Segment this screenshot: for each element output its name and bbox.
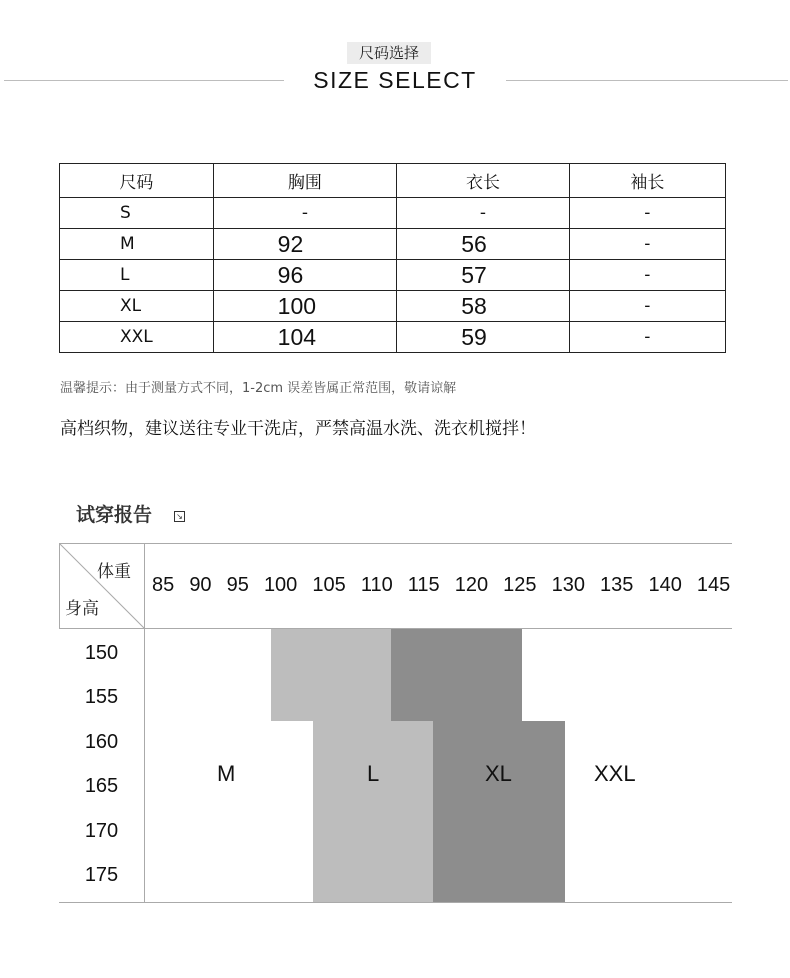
chest-cell: - — [213, 198, 397, 229]
height-tick: 150 — [84, 642, 119, 664]
sleeve-cell: - — [569, 322, 725, 353]
weight-axis-label: 体重 — [97, 562, 131, 582]
zone-label-xl: XL — [485, 761, 512, 786]
chest-cell: 100 — [213, 291, 397, 322]
table-row — [60, 322, 726, 353]
table-header-row — [60, 164, 726, 198]
chest-cell: 92 — [213, 229, 397, 260]
weight-tick: 100 — [263, 574, 298, 596]
height-tick: 175 — [84, 864, 119, 886]
xl-zone-block-upper — [391, 629, 522, 721]
size-table — [59, 163, 726, 353]
length-cell: 59 — [397, 322, 570, 353]
table-row — [60, 198, 726, 229]
report-title: 试穿报告 — [76, 504, 153, 526]
table-row — [60, 229, 726, 260]
size-cell: M — [60, 229, 214, 260]
xl-zone-block-lower — [433, 721, 565, 902]
care-instructions: 高档织物，建议送往专业干洗店，严禁高温水洗、洗衣机搅拌！ — [60, 419, 536, 439]
height-axis-label: 身高 — [65, 599, 99, 619]
chest-cell: 104 — [213, 322, 397, 353]
weight-tick: 90 — [189, 574, 212, 596]
column-header-size: 尺码 — [60, 164, 214, 198]
size-cell: XXL — [60, 322, 214, 353]
size-cell: XL — [60, 291, 214, 322]
zone-label-xxl: XXL — [594, 761, 636, 786]
length-cell: 57 — [397, 260, 570, 291]
length-cell: 58 — [397, 291, 570, 322]
section-title-cn: 尺码选择 — [347, 42, 431, 64]
size-cell: S — [60, 198, 214, 229]
chest-cell: 96 — [213, 260, 397, 291]
weight-tick: 145 — [696, 574, 731, 596]
zone-label-m: M — [217, 761, 236, 786]
column-header-chest: 胸围 — [213, 164, 397, 198]
height-tick: 155 — [84, 686, 119, 708]
height-tick: 170 — [84, 820, 119, 842]
weight-tick: 110 — [360, 574, 393, 596]
sleeve-cell: - — [569, 260, 725, 291]
measurement-tip: 温馨提示：由于测量方式不同，1-2cm 误差皆属正常范围，敬请谅解 — [60, 381, 457, 396]
weight-tick: 125 — [503, 574, 537, 596]
height-tick: 165 — [84, 775, 119, 797]
weight-tick: 95 — [226, 574, 249, 596]
column-header-sleeve: 袖长 — [569, 164, 725, 198]
sleeve-cell: - — [569, 291, 725, 322]
weight-tick: 85 — [152, 574, 175, 596]
chart-header-divider — [59, 628, 732, 629]
table-row — [60, 291, 726, 322]
sleeve-cell: - — [569, 198, 725, 229]
size-cell: L — [60, 260, 214, 291]
length-cell: 56 — [397, 229, 570, 260]
l-zone-block-upper — [271, 629, 391, 721]
weight-tick: 105 — [312, 574, 346, 596]
zone-label-l: L — [367, 761, 380, 786]
weight-tick: 120 — [454, 574, 489, 596]
header-divider-left — [4, 80, 284, 81]
arrow-box-icon: ↘ — [174, 511, 185, 522]
table-row — [60, 260, 726, 291]
chart-top-border — [59, 543, 732, 544]
column-header-length: 衣长 — [397, 164, 570, 198]
weight-tick-labels — [152, 574, 740, 597]
weight-tick: 140 — [648, 574, 682, 596]
fit-chart — [59, 543, 732, 903]
height-tick: 160 — [84, 731, 119, 753]
l-zone-block-lower — [313, 721, 433, 902]
weight-tick: 115 — [407, 574, 440, 596]
weight-tick: 135 — [600, 574, 634, 596]
header-divider-right — [506, 80, 788, 81]
length-cell: - — [397, 198, 570, 229]
chart-bottom-border — [59, 902, 732, 903]
section-title-en: SIZE SELECT — [313, 67, 477, 93]
weight-tick: 130 — [551, 574, 585, 596]
sleeve-cell: - — [569, 229, 725, 260]
